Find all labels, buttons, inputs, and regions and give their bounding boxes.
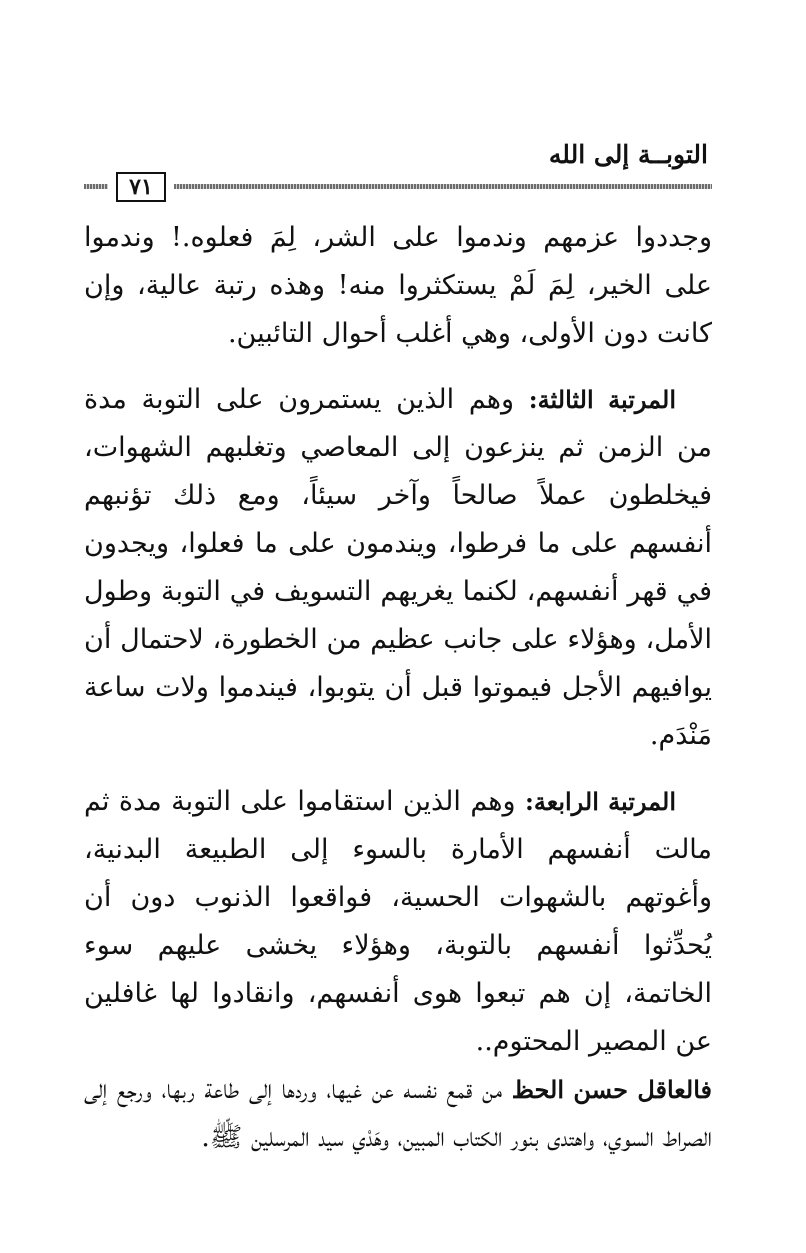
page-number: ٧١ xyxy=(116,172,166,202)
paragraph-third-rank xyxy=(84,376,712,760)
paragraph-text: وهم الذين يستمرون على التوبة مدة من الزمن ثم ينزعون إلى المعاصي وتغلبهم الشهوات، فيخلطون عملاً صالحاً وآخر سيئاً، ومع ذلك تؤنبهم أنفسهم على ما فرطوا، ويندمون على ما فعلوا، ويجدون في قهر أنفسهم، لكنما يغريهم التسويف في التوبة وطول الأمل، وهؤلاء على جانب عظيم من الخطورة، لاحتمال أن يوافيهم الأجل فيموتوا قبل أن يتوبوا، فيندموا ولات ساعة مَنْدَم. xyxy=(84,384,712,751)
page-body xyxy=(84,214,712,1180)
term-third-rank: المرتبة الثالثة: xyxy=(528,385,676,414)
header-rule-left xyxy=(84,184,108,189)
page-header xyxy=(84,140,712,200)
paragraph-text: وجددوا عزمهم وندموا على الشر، لِمَ فعلوه.! وندموا على الخير، لِمَ لَمْ يستكثروا منه! وهذه رتبة عالية، وإن كانت دون الأولى، وهي أغلب أحوال التائبين. xyxy=(84,222,712,349)
running-title: التوبــة إلى الله xyxy=(548,140,708,169)
paragraph-fourth-rank xyxy=(84,778,712,1066)
header-rule xyxy=(174,184,712,189)
paragraph-continuation xyxy=(84,214,712,358)
term-conclusion: فالعاقل حسن الحظ xyxy=(511,1075,712,1104)
paragraph-conclusion xyxy=(84,1066,712,1162)
paragraph-text: من قمع نفسه عن غيها، وردها إلى طاعة ربها، ورجع إلى الصراط السوي، واهتدى بنور الكتاب المبين، وهَدْي سيد المرسلين ﷺ. xyxy=(84,1074,712,1153)
term-fourth-rank: المرتبة الرابعة: xyxy=(525,787,676,816)
paragraph-text: وهم الذين استقاموا على التوبة مدة ثم مالت أنفسهم الأمارة بالسوء إلى الطبيعة البدنية، وأغوتهم بالشهوات الحسية، فواقعوا الذنوب دون أن يُحدِّثوا أنفسهم بالتوبة، وهؤلاء يخشى عليهم سوء الخاتمة، إن هم تبعوا هوى أنفسهم، وانقادوا لها غافلين عن المصير المحتوم.. xyxy=(84,786,712,1057)
